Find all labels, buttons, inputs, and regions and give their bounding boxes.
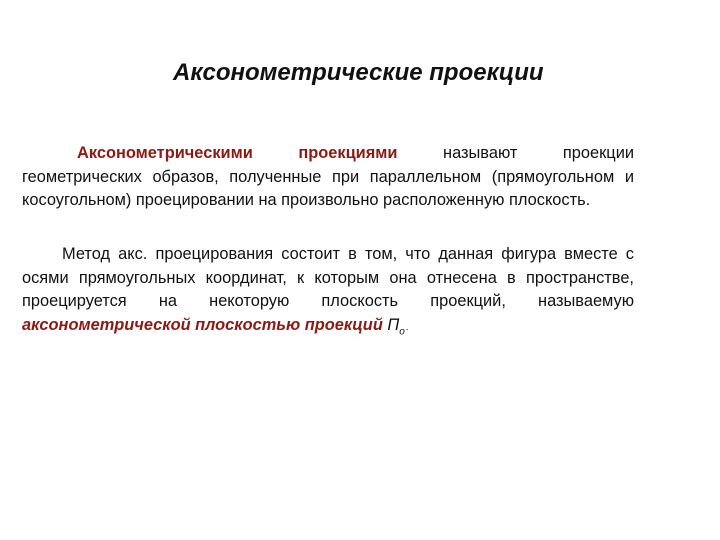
projection-plane-subscript: о [399, 325, 405, 337]
axonometric-plane-term: аксонометрической плоскостью проекций [22, 315, 383, 334]
projection-plane-symbol [387, 315, 405, 337]
definition-paragraph [22, 142, 634, 213]
projection-plane-letter: П [387, 315, 400, 334]
method-text: Метод акс. проецирования состоит в том, что данная фигура вместе с осями прямоугольных координат, к которым она отнесена в пространстве, проецируется на некоторую плоскость проекций, называемую [22, 245, 634, 310]
sentence-period: . [405, 321, 409, 332]
slide-title: Аксонометрические проекции [173, 59, 544, 86]
method-paragraph [22, 243, 634, 343]
axonometric-projections-term: Аксонометрическими проекциями [77, 144, 398, 162]
definition-text: называют проекции геометрических образов, полученные при параллельном (прямоугольном и косоугольном) проецировании на произвольно расположенную плоскость. [22, 144, 635, 209]
